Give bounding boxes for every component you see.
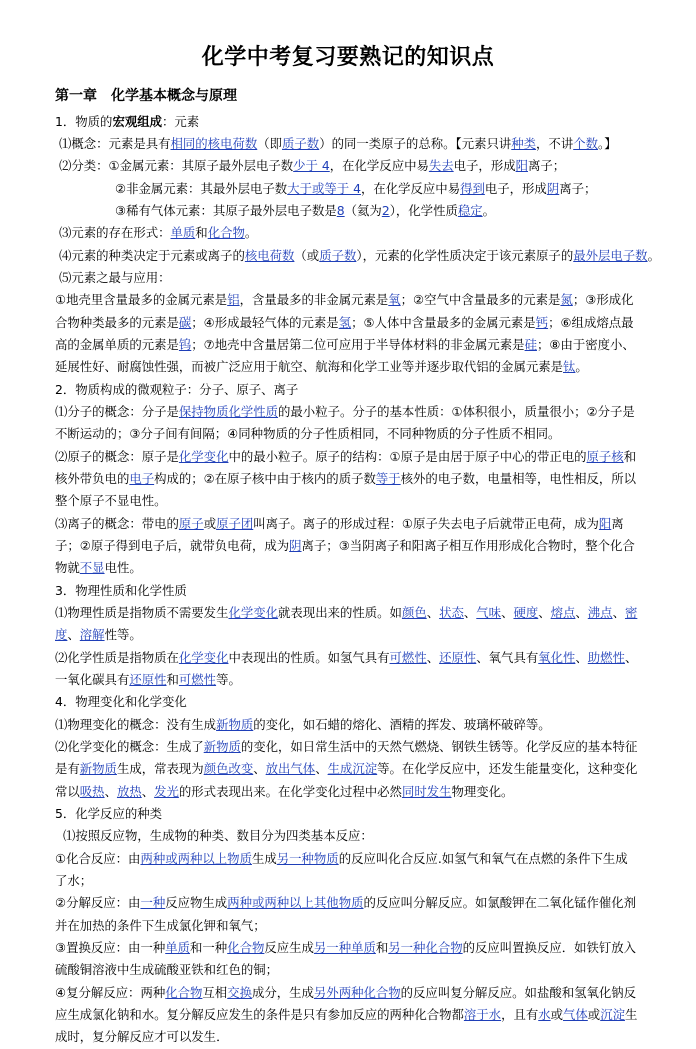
key-term: 放出气体	[265, 761, 316, 777]
text-segment: ；⑦地壳中含量居第二位可应用于半导体材料的非金属元素是	[191, 337, 525, 353]
text-segment: 离子；	[528, 158, 566, 174]
physical-property	[55, 602, 640, 647]
text-segment: 物理变化。	[451, 783, 514, 799]
key-term: 阴	[546, 180, 560, 196]
chapter-heading: 第一章 化学基本概念与原理	[55, 87, 237, 104]
text-segment: 构成的；②在原子核中由于核内的质子数	[154, 471, 376, 487]
key-term: 阳	[598, 515, 612, 531]
key-term: 化学变化	[178, 649, 229, 665]
text-segment: 叫离子。离子的形成过程：①原子失去电子后就带正电荷，成为	[253, 515, 599, 531]
key-term: 吸热	[79, 783, 105, 799]
text-segment: 或	[587, 1006, 601, 1022]
key-term: 8	[336, 203, 345, 219]
section-5-heading: 5．化学反应的种类	[55, 805, 163, 821]
key-term: 化合物	[207, 225, 245, 241]
key-term: 钨	[178, 337, 192, 353]
text-segment: 的反应叫复分解反应。如盐酸和氢氧化钠反应生成氯化钠和水。复分解反应发生的条件是只有参加反应的两种化合物都	[55, 984, 637, 1022]
text-segment: ①化合反应：由	[55, 850, 141, 866]
text-segment: ⑷元素的种类决定于元素或离子的	[59, 247, 245, 263]
key-term: 质子数	[319, 247, 357, 263]
key-term: 得到	[460, 180, 485, 196]
text-segment: 、	[575, 605, 588, 620]
key-term: 发光	[154, 783, 179, 799]
text-segment: 成分，生成	[251, 984, 314, 1000]
section-3-heading: 3．物理性质和化学性质	[55, 582, 187, 598]
text-segment: 。	[244, 225, 258, 241]
text-segment: 反应生成	[264, 939, 314, 955]
text-segment: ②分解反应：由	[55, 895, 141, 911]
key-term: 可燃性	[389, 649, 427, 665]
text-segment: ③稀有气体元素：其原子最外层电子数是	[115, 203, 337, 219]
text-segment: ，不讲	[536, 136, 574, 152]
text-segment: 反应物生成	[165, 895, 228, 911]
section-2-heading: 2．物质构成的微观粒子：分子、原子、离子	[55, 381, 299, 397]
key-term: 新物质	[79, 761, 117, 777]
element-classification-noble-gas	[55, 200, 696, 222]
ion-concept	[55, 513, 640, 580]
text-segment: 和	[375, 939, 389, 955]
key-term: 碳	[178, 314, 192, 330]
key-term: 另外两种化合物	[313, 984, 401, 1000]
text-segment: ⑶元素的存在形式：	[59, 225, 171, 241]
text-segment: 和一种	[190, 939, 228, 955]
key-term: 气体	[563, 1006, 588, 1022]
displacement-reaction	[55, 937, 640, 982]
text-segment: 的变化，如日常生活中的天然气燃烧、钢铁生锈等。化学反应的基本特征是有	[55, 738, 638, 777]
key-term: 溶于水	[463, 1006, 502, 1022]
text-segment: （或	[294, 247, 320, 263]
text-segment: ），化学性质	[389, 203, 458, 219]
key-term: 等于	[375, 471, 401, 487]
key-term: 新物质	[216, 716, 254, 732]
element-superlatives-heading: ⑸元素之最与应用：	[59, 270, 171, 286]
text-segment: 中的最小粒子。原子的结构：①原子是由居于原子中心的带正电的	[228, 448, 587, 464]
key-term: 相同的核电荷数	[170, 136, 258, 152]
text-segment: 、一氧化碳具有	[55, 649, 638, 687]
key-term: 大于或等于 4	[287, 180, 361, 196]
text-segment: 和	[195, 225, 208, 241]
text-segment: 。	[575, 359, 588, 375]
text-segment: ⑴物理性质是指物质不需要发生	[55, 605, 229, 620]
key-term: 一种	[140, 895, 166, 911]
text-segment: 的反应叫置换反应．如铁钉放入硫酸铜溶液中生成硫酸亚铁和红色的铜；	[55, 939, 637, 978]
key-term: 化学变化	[228, 605, 279, 620]
text-segment: 、	[426, 605, 440, 620]
text-segment: 的反应叫化合反应.如氢气和氧气在点燃的条件下生成了水；	[55, 850, 628, 888]
key-term: 原子团	[216, 515, 254, 531]
text-segment: ⑵原子的概念：原子是	[55, 448, 179, 464]
text-segment: ⑵化学变化的概念：生成了	[55, 738, 204, 754]
key-term: 个数	[573, 136, 598, 152]
key-term: 种类	[511, 136, 537, 152]
text-segment: 、氧气具有	[476, 649, 539, 665]
text-segment: 生成，常表现为	[116, 761, 204, 777]
key-term: 阴	[289, 538, 302, 554]
key-term: 氮	[560, 292, 573, 308]
key-term: 铝	[227, 292, 240, 308]
text-segment: 、	[104, 783, 117, 799]
text-segment: （即	[257, 136, 283, 152]
text-segment: 、	[253, 761, 266, 777]
combination-reaction	[55, 848, 640, 893]
section-4-heading: 4．物理变化和化学变化	[55, 694, 187, 710]
key-term: 化合物	[165, 984, 203, 1000]
text-segment: 、	[463, 605, 477, 620]
text-segment: ），元素的化学性质决定于该元素原子的	[356, 247, 574, 263]
key-term: 单质	[165, 939, 191, 955]
text-segment: 或	[550, 1006, 564, 1022]
text-segment: 核外的电子数，电量相等，电性相反，所以整个原子不显电性。	[55, 471, 637, 509]
key-term: 最外层电子数	[573, 247, 648, 263]
key-term: 交换	[227, 984, 252, 1000]
text-segment: ；⑤人体中含量最多的金属元素是	[351, 314, 536, 330]
key-term: 还原性	[129, 671, 167, 687]
text-segment: 的反应叫分解反应。如氯酸钾在二氧化锰作催化剂并在加热的条件下生成氯化钾和氧气；	[55, 895, 637, 933]
element-classification-nonmetal	[55, 178, 696, 200]
text-segment: ④复分解反应：两种	[55, 984, 166, 1000]
text-segment: 、	[315, 761, 328, 777]
key-term: 还原性	[439, 649, 477, 665]
text-segment: 互相	[202, 984, 228, 1000]
key-term: 可燃性	[178, 671, 217, 687]
key-term: 氢	[338, 314, 352, 330]
text-segment: （氦为	[344, 203, 382, 219]
text-segment: ；⑧由于密度小、延展性好、耐腐蚀性强，而被广泛应用于航空、航海和化学工业等并逐步取代铝的金属元素是	[55, 337, 635, 375]
key-term: 单质	[170, 225, 196, 241]
key-term: 原子核	[586, 448, 624, 464]
key-term: 另一种化合物	[388, 939, 463, 955]
text-segment: 、	[501, 605, 514, 620]
key-term: 氧化性	[538, 649, 576, 665]
text-segment: 等。	[216, 671, 241, 687]
chemical-change	[55, 736, 640, 803]
key-term: 少于 4	[293, 158, 330, 174]
reaction-type-intro: ⑴按照反应物，生成物的种类、数目分为四类基本反应：	[63, 828, 373, 844]
key-term: 阳	[515, 158, 528, 174]
text-segment: ⑵分类：①金属元素：其原子最外层电子数	[59, 158, 294, 174]
key-term: 水	[538, 1006, 551, 1022]
element-concept	[55, 133, 696, 155]
text-segment: ，且有	[501, 1006, 539, 1022]
text-segment: 、	[538, 605, 551, 620]
section-1-heading: 1．物质的宏观组成：元素	[55, 113, 200, 129]
key-term: 放热	[116, 783, 142, 799]
key-term: 熔点	[550, 605, 576, 620]
key-term: 密度	[55, 605, 638, 643]
key-term: 钙	[535, 314, 549, 330]
key-term: 质子数	[282, 136, 320, 152]
text-segment: ，在化学反应中易	[360, 180, 461, 196]
text-segment: ，在化学反应中易	[329, 158, 429, 174]
text-segment: 和	[166, 671, 179, 687]
text-segment: ⑴物理变化的概念：没有生成	[55, 716, 217, 732]
text-segment: 、	[67, 627, 80, 643]
key-term: 钛	[563, 359, 576, 375]
text-segment: 。】	[598, 136, 617, 152]
key-term: 不显	[79, 560, 105, 576]
key-term: 新物质	[203, 738, 241, 754]
key-term: 保持物质化学性质	[178, 404, 279, 420]
text-segment: 或	[203, 515, 217, 531]
text-segment: 、	[141, 783, 155, 799]
text-segment: 生成	[251, 850, 277, 866]
key-term: 溶解	[79, 627, 105, 643]
text-segment: 的最小粒子。分子的基本性质：①体积很小，质量很小；②分子是不断运动的；③分子间有间隔；④同种物质的分子性质相同，不同种物质的分子性质不相同。	[55, 404, 635, 442]
physical-change	[55, 714, 640, 736]
key-term: 化学变化	[178, 448, 229, 464]
key-term: 化合物	[227, 939, 265, 955]
text-segment: 离子；③当阴离子和阳离子相互作用形成化合物时，整个化合物就	[55, 538, 635, 576]
key-term: 同时发生	[401, 783, 452, 799]
text-segment: 生成时，复分解反应才可以发生．	[55, 1006, 638, 1045]
text-segment: 电子，形成	[484, 180, 547, 196]
text-segment: 的形式表现出来。在化学变化过程中必然	[178, 783, 402, 799]
molecule-concept	[55, 401, 640, 446]
key-term: 助燃性	[587, 649, 625, 665]
text-segment: 。	[482, 203, 496, 219]
key-term: 颜色改变	[203, 761, 254, 777]
text-segment: ①地壳里含量最多的金属元素是	[55, 292, 228, 308]
key-term: 沉淀	[600, 1006, 625, 1022]
text-segment: ⑴概念：元素是具有	[59, 136, 171, 152]
text-segment: 。	[647, 247, 660, 263]
key-term: 两种或两种以上其他物质	[227, 895, 364, 911]
key-term: 另一种物质	[276, 850, 339, 866]
text-segment: 中表现出的性质。如氢气具有	[228, 649, 390, 665]
text-segment: ，含量最多的非金属元素是	[239, 292, 389, 308]
key-term: 稳定	[457, 203, 483, 219]
text-segment: 电子，形成	[453, 158, 516, 174]
text-segment: ；⑥组成熔点最高的金属单质的元素是	[55, 314, 634, 353]
key-term: 电子	[129, 471, 155, 487]
key-term: 生成沉淀	[327, 761, 378, 777]
text-segment: ⑵化学性质是指物质在	[55, 649, 179, 665]
text-segment: 性等。	[104, 627, 142, 643]
text-segment: 、	[575, 649, 588, 665]
text-segment: ②非金属元素：其最外层电子数	[115, 180, 288, 196]
key-term: 氧	[388, 292, 401, 308]
key-term: 硅	[524, 337, 537, 353]
key-term: 原子	[178, 515, 204, 531]
text-segment: 离子；②原子得到电子后，就带负电荷，成为	[55, 515, 624, 554]
text-segment: 等。在化学反应中，还发生能量变化，这种变化常以	[55, 761, 638, 799]
key-term: 颜色	[401, 605, 427, 620]
text-segment: 、	[612, 605, 625, 620]
double-decomposition-reaction	[55, 982, 640, 1049]
text-segment: 的变化，如石蜡的熔化、酒精的挥发、玻璃杯破碎等。	[253, 716, 551, 732]
text-segment: ③置换反应：由一种	[55, 939, 166, 955]
text-segment: 离子；	[559, 180, 597, 196]
element-classification-metal	[55, 155, 696, 177]
key-term: 失去	[428, 158, 454, 174]
element-kind-determinant	[55, 245, 696, 267]
element-existence	[55, 222, 696, 244]
text-segment: ⑴分子的概念：分子是	[55, 404, 179, 420]
text-segment: ）的同一类原子的总称。【元素只讲	[319, 136, 512, 152]
key-term: 核电荷数	[244, 247, 295, 263]
key-term: 2	[381, 203, 390, 219]
chemical-property	[55, 647, 640, 692]
element-superlatives-paragraph	[55, 289, 640, 378]
text-segment: ⑶离子的概念：带电的	[55, 515, 179, 531]
text-segment: 就表现出来的性质。如	[278, 605, 402, 620]
key-term: 两种或两种以上物质	[140, 850, 252, 866]
key-term: 气味	[476, 605, 502, 620]
decomposition-reaction	[55, 892, 640, 937]
text-segment: ；②空气中含量最多的元素是	[400, 292, 561, 308]
text-segment: ；③形成化合物种类最多的元素是	[55, 292, 634, 330]
page-title: 化学中考复习要熟记的知识点	[201, 44, 495, 70]
key-term: 另一种单质	[313, 939, 376, 955]
atom-concept	[55, 446, 640, 513]
key-term: 硬度	[513, 605, 539, 620]
text-segment: 、	[426, 649, 440, 665]
key-term: 状态	[439, 605, 464, 620]
key-term: 沸点	[587, 605, 613, 620]
text-segment: 电性。	[104, 560, 142, 576]
text-segment: ；④形成最轻气体的元素是	[191, 314, 339, 330]
text-segment: 和核外带负电的	[55, 448, 637, 487]
